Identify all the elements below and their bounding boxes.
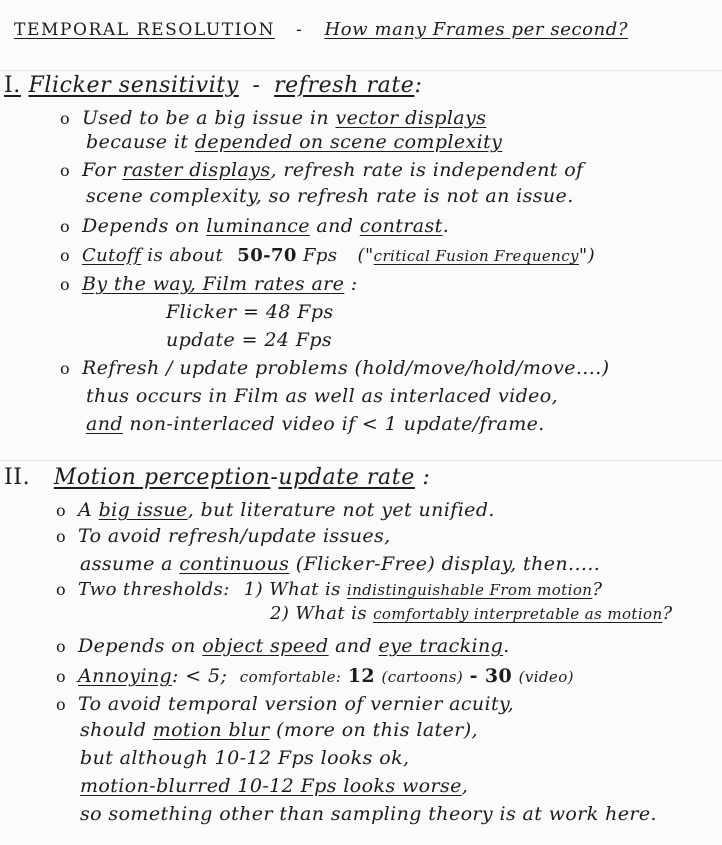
text: , but literature not yet unified. (187, 499, 495, 521)
s1-bullet-1-line-1 (60, 106, 486, 131)
section-2-heading-dash: - (270, 465, 279, 490)
s2-bullet-3-line-1 (56, 578, 602, 602)
title-right: How many Frames per second? (324, 19, 629, 40)
text: but although 10-12 Fps looks ok, (80, 747, 410, 769)
underlined-text: raster displays (122, 159, 271, 181)
bullet-dot: o (60, 275, 71, 294)
bullet-dot: o (56, 527, 67, 546)
section-1-heading (4, 74, 422, 98)
underlined-text: contrast (359, 215, 443, 237)
rule-line (0, 460, 722, 461)
bullet-dot: o (56, 501, 67, 520)
s2-bullet-6-line-2 (80, 718, 478, 742)
text: non-interlaced video if < 1 update/frame. (129, 413, 545, 435)
text: . (503, 635, 510, 657)
text: 1) What is (243, 579, 341, 600)
page-title (14, 18, 628, 42)
text: To avoid refresh/update issues, (78, 525, 391, 547)
text: Depends on (78, 635, 196, 657)
text: : < 5; (172, 665, 228, 687)
underlined-text: big issue (98, 499, 188, 521)
underlined-text: By the way, Film rates are (82, 273, 345, 295)
s2-bullet-6-line-5 (80, 802, 657, 826)
s2-bullet-6-line-4 (80, 774, 468, 798)
section-2-numeral: II. (4, 465, 31, 490)
s1-flicker-rate: Flicker = 48 Fps (166, 301, 334, 323)
bullet-dot: o (60, 109, 71, 128)
s1-bullet-5 (60, 272, 358, 297)
section-2-heading-b: update rate (278, 465, 415, 490)
text: To avoid temporal version of vernier acuity, (78, 693, 515, 715)
underlined-text: vector displays (335, 107, 487, 129)
s1-bullet-4 (60, 244, 595, 268)
underlined-text: object speed (202, 635, 329, 657)
s2-bullet-3-line-2 (270, 602, 673, 626)
text: (" (357, 245, 374, 266)
text: scene complexity, so refresh rate is not an issue. (86, 185, 574, 207)
text: because it (86, 131, 189, 153)
underlined-text: motion blur (152, 719, 270, 741)
bullet-dot: o (56, 580, 67, 599)
bold-value: 50-70 (237, 245, 297, 266)
section-1-numeral: I. (4, 73, 21, 98)
s1-bullet-3 (60, 214, 449, 239)
underlined-text: motion-blurred 10-12 Fps looks worse (80, 775, 462, 797)
s2-bullet-1 (56, 498, 495, 523)
underlined-text: Cutoff (82, 245, 142, 266)
text: thus occurs in Film as well as interlaced video, (86, 385, 559, 407)
bullet-dot: o (60, 359, 71, 378)
underlined-text: indistinguishable From motion (346, 581, 593, 599)
text: assume a (80, 553, 173, 575)
bold-value: - 30 (469, 665, 513, 687)
title-dash: - (296, 20, 304, 40)
text: is about (147, 245, 224, 266)
text: 2) What is (270, 603, 367, 624)
text: (cartoons) (381, 668, 464, 686)
underlined-text: depended on scene complexity (194, 131, 503, 153)
underlined-text: and (86, 413, 123, 435)
text: (Flicker-Free) display, then..... (295, 553, 601, 575)
text: : (350, 273, 358, 295)
text: ") (578, 245, 596, 266)
s1-bullet-2-line-2 (86, 184, 574, 208)
text: Two thresholds: (78, 579, 230, 600)
text: A (78, 499, 93, 521)
title-left: TEMPORAL RESOLUTION (14, 20, 276, 40)
section-1-heading-b: refresh rate (274, 73, 415, 98)
rule-line (0, 70, 722, 71)
underlined-text: luminance (206, 215, 310, 237)
text: ? (592, 579, 603, 600)
section-1-heading-a: Flicker sensitivity (28, 73, 239, 98)
text: For (82, 159, 116, 181)
text: Used to be a big issue in (82, 107, 329, 129)
text: , refresh rate is independent of (270, 159, 584, 181)
bullet-dot: o (60, 217, 71, 236)
s1-bullet-1-line-2 (86, 130, 502, 154)
text: . (442, 215, 450, 237)
text: (video) (518, 668, 574, 686)
bullet-dot: o (56, 667, 67, 686)
s1-bullet-6-line-1 (60, 356, 609, 381)
s2-bullet-5 (56, 664, 574, 689)
bold-value: 12 (347, 665, 376, 687)
underlined-text: comfortably interpretable as motion (373, 605, 663, 623)
text: so something other than sampling theory is at work here. (80, 803, 657, 825)
text: (more on this later), (276, 719, 478, 741)
underlined-text: critical Fusion Frequency (373, 247, 579, 265)
text: Depends on (82, 215, 200, 237)
section-2-heading-a: Motion perception (53, 465, 271, 490)
text: comfortable: (239, 668, 342, 686)
section-2-heading (4, 466, 430, 490)
text: ? (662, 603, 673, 624)
underlined-text: eye tracking (378, 635, 504, 657)
underlined-text: Annoying (78, 665, 173, 687)
text: Fps (302, 245, 338, 266)
s1-bullet-2-line-1 (60, 158, 583, 183)
bullet-dot: o (60, 161, 71, 180)
text: , (461, 775, 469, 797)
section-2-heading-colon: : (422, 465, 431, 490)
text: Refresh / update problems (hold/move/hold/move....) (82, 357, 610, 379)
section-1-heading-dash: - (252, 73, 261, 98)
bullet-dot: o (56, 637, 67, 656)
underlined-text: continuous (179, 553, 290, 575)
s1-bullet-6-line-3 (86, 412, 545, 436)
text: and (316, 215, 354, 237)
s1-bullet-6-line-2 (86, 384, 558, 408)
bullet-dot: o (60, 246, 71, 265)
s2-bullet-6-line-3 (80, 746, 409, 770)
s2-bullet-4 (56, 634, 510, 659)
s2-bullet-2-line-1 (56, 524, 391, 549)
section-1-heading-colon: : (414, 73, 423, 98)
s2-bullet-6-line-1 (56, 692, 514, 717)
s2-bullet-2-line-2 (80, 552, 600, 576)
bullet-dot: o (56, 695, 67, 714)
text: should (80, 719, 147, 741)
s1-update-rate: update = 24 Fps (166, 329, 333, 351)
text: and (335, 635, 373, 657)
